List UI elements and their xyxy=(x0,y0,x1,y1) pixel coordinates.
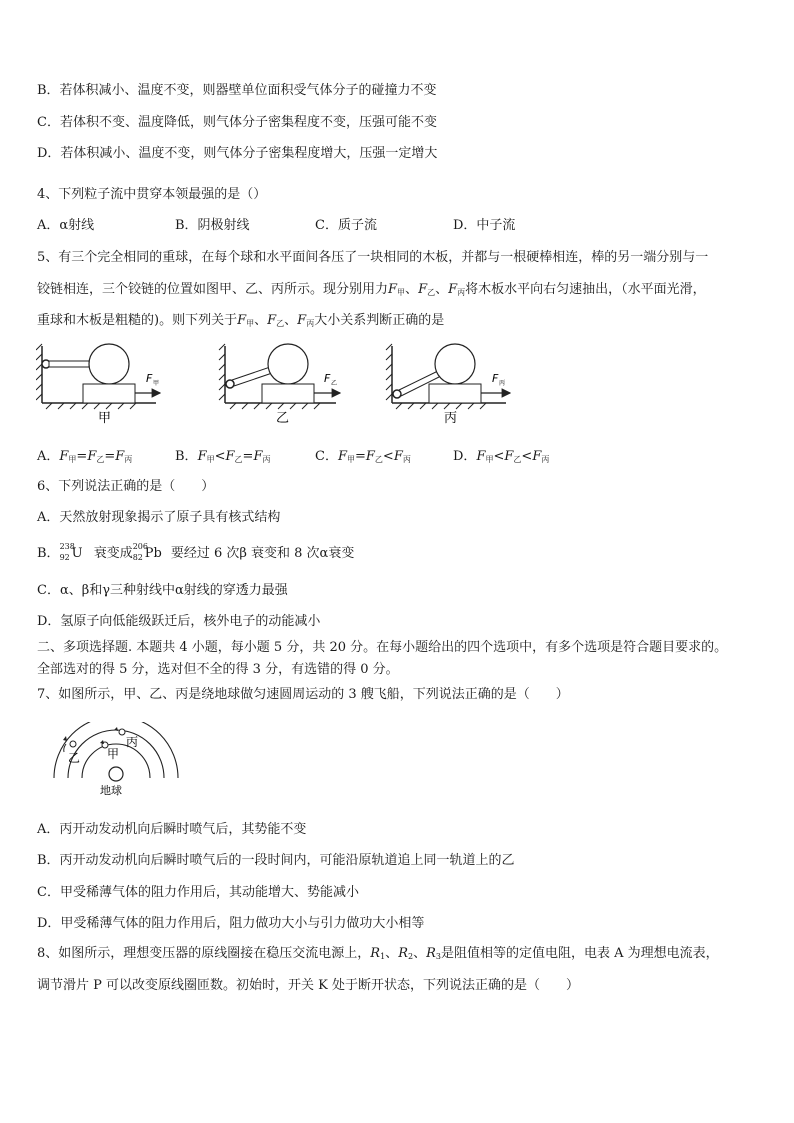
figure-bing-force-label: F xyxy=(492,372,499,385)
q7-stem: 7、如图所示，甲、乙、丙是绕地球做匀速圆周运动的 3 艘飞船，下列说法正确的是（ ） xyxy=(37,687,569,702)
q4-option-d: D．中子流 xyxy=(453,218,516,233)
figure-yi-force-label: F xyxy=(324,372,331,385)
earth-icon xyxy=(109,767,123,781)
q8-stem-line2: 调节滑片 P 可以改变原线圈匝数。初始时，开关 K 处于断开状态，下列说法正确的是（ ） xyxy=(37,978,579,993)
q7-label-yi: 乙 xyxy=(68,751,81,765)
q7-option-c: C．甲受稀薄气体的阻力作用后，其动能增大、势能减小 xyxy=(37,885,359,900)
figure-yi-label: 乙 xyxy=(276,411,290,426)
uranium-nuclide: 238 92 U xyxy=(59,542,83,562)
figure-bing-force-sub: 丙 xyxy=(499,380,506,387)
q3-option-d: D．若体积减小、温度不变，则气体分子密集程度增大，压强一定增大 xyxy=(37,146,438,161)
q7-label-bing: 丙 xyxy=(126,735,139,749)
section2-instructions-line1: 二、多项选择题. 本题共 4 小题，每小题 5 分，共 20 分。在每小题给出的四个选项中，有多个选项是符合题目要求的。 xyxy=(37,640,728,655)
q4-option-b: B．阴极射线 xyxy=(175,218,250,233)
q7-label-earth: 地球 xyxy=(100,784,122,797)
figure-yi xyxy=(219,344,340,426)
lead-nuclide: 206 82 Pb xyxy=(132,542,162,562)
q7-label-jia: 甲 xyxy=(107,747,120,761)
figure-jia-force-sub: 甲 xyxy=(153,380,160,387)
q3-option-c: C．若体积不变、温度降低，则气体分子密集程度不变，压强可能不变 xyxy=(37,115,437,130)
q5-stem-line3: 重球和木板是粗糙的)。则下列关于$F_甲$、$F_乙$、$F_丙$大小关系判断正确的是 xyxy=(37,313,445,328)
q6-option-a: A．天然放射现象揭示了原子具有核式结构 xyxy=(37,510,281,525)
figure-jia-label: 甲 xyxy=(98,411,112,426)
q5-stem-line2: 铰链相连，三个铰链的位置如图甲、乙、丙所示。现分别用力$F_甲$、$F_乙$、$F_丙$将木板水平向右匀速抽出，（水平面光滑， xyxy=(37,282,706,297)
figure-jia xyxy=(36,344,160,426)
q5-option-d: D．$F_甲<F_乙<F_丙$ xyxy=(453,449,550,464)
q6-option-b: B． 238 92 U 衰变成 206 82 Pb 要经过 6 次β 衰变和 8 次α衰变 xyxy=(37,542,355,562)
q4-stem: 4、下列粒子流中贯穿本领最强的是（） xyxy=(37,187,267,202)
q8-stem-line1: 8、如图所示，理想变压器的原线圈接在稳压交流电源上，$R_1$、$R_2$、$R_3$是阻值相等的定值电阻，电表 A 为理想电流表， xyxy=(37,946,719,961)
q4-option-c: C．质子流 xyxy=(315,218,377,233)
figure-jia-force-label: F xyxy=(146,372,153,385)
q3-option-b: B．若体积减小、温度不变，则器壁单位面积受气体分子的碰撞力不变 xyxy=(37,83,437,98)
q5-option-a: A．$F_甲=F_乙=F_丙$ xyxy=(37,449,133,464)
q7-option-a: A．丙开动发动机向后瞬时喷气后，其势能不变 xyxy=(37,822,307,837)
q6-option-c: C．α、β和γ三种射线中α射线的穿透力最强 xyxy=(37,583,288,598)
q7-option-b: B．丙开动发动机向后瞬时喷气后的一段时间内，可能沿原轨道追上同一轨道上的乙 xyxy=(37,853,515,868)
figure-yi-force-sub: 乙 xyxy=(331,380,338,387)
q7-figure xyxy=(52,722,182,798)
q6-option-d: D．氢原子向低能级跃迁后，核外电子的动能减小 xyxy=(37,614,321,629)
q5-stem-line1: 5、有三个完全相同的重球，在每个球和水平面间各压了一块相同的木板，并都与一根硬棒相连，棒的另一端分别与一 xyxy=(37,250,709,265)
section2-instructions-line2: 全部选对的得 5 分，选对但不全的得 3 分，有选错的得 0 分。 xyxy=(37,662,399,677)
q4-option-a: A．α射线 xyxy=(37,218,95,233)
figure-bing-label: 丙 xyxy=(444,411,458,426)
q5-figure xyxy=(36,340,526,430)
figure-bing xyxy=(386,344,510,426)
q5-option-c: C．$F_甲=F_乙<F_丙$ xyxy=(315,449,411,464)
q5-option-b: B．$F_甲<F_乙=F_丙$ xyxy=(175,449,271,464)
q7-option-d: D．甲受稀薄气体的阻力作用后，阻力做功大小与引力做功大小相等 xyxy=(37,916,425,931)
q6-stem: 6、下列说法正确的是（ ） xyxy=(37,479,215,494)
